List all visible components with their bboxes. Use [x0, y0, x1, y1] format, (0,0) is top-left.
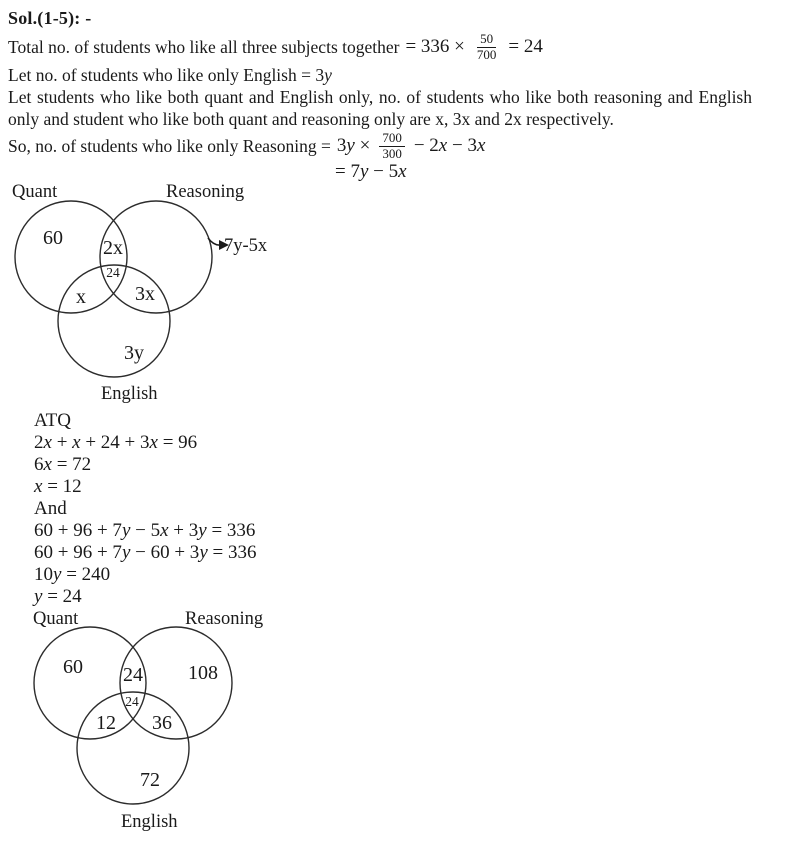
fraction-numerator: 700	[379, 131, 405, 147]
atq-heading: ATQ	[34, 410, 71, 431]
equation-text: So, no. of students who like only Reasoning =	[8, 135, 331, 156]
fraction-50-700	[474, 32, 500, 63]
venn1-reasoning-only-value: 7y-5x	[224, 236, 268, 256]
atq-equation: 2x + x + 24 + 3x = 96	[34, 432, 198, 453]
venn1-quant-label: Quant	[12, 182, 58, 202]
equation-math-post: − 2x − 3x	[413, 135, 486, 156]
atq-equation: 60 + 96 + 7y − 5x + 3y = 336	[34, 520, 256, 541]
equation-math-post: = 24	[508, 36, 543, 57]
equation-math-pre: 3y ×	[336, 135, 371, 156]
venn1-quant-english-value: x	[76, 286, 86, 308]
only-reasoning-equation	[8, 130, 782, 162]
assumption-paragraph: Let students who like both quant and English only, no. of students who like both reasoning and English only and student who like both quant and reasoning only are x, 3x and 2x respectively.	[8, 87, 752, 129]
only-english-line: Let no. of students who like only English = 3y	[8, 65, 332, 85]
venn1-reasoning-label: Reasoning	[166, 182, 245, 202]
venn1-quant-only-value: 60	[43, 227, 63, 249]
venn1-english-only-value: 3y	[124, 342, 144, 364]
fraction-denominator: 300	[382, 145, 402, 161]
atq-and-label: And	[34, 498, 67, 519]
solution-heading: Sol.(1-5): -	[8, 8, 92, 28]
equation-text: Total no. of students who like all three subjects together	[8, 36, 400, 57]
venn2-english-label: English	[121, 812, 178, 832]
atq-equation: 6x = 72	[34, 454, 92, 475]
venn2-quant-english-value: 12	[96, 712, 116, 734]
atq-equation: x = 12	[34, 476, 82, 497]
venn2-center-value: 24	[125, 694, 139, 709]
venn2-reasoning-label: Reasoning	[185, 609, 264, 629]
only-english-value: 3y	[315, 65, 332, 85]
total-students-equation	[8, 30, 782, 64]
equation-math-pre: = 336 ×	[405, 36, 465, 57]
atq-equation: y = 24	[34, 586, 82, 607]
venn-diagram-variables	[8, 182, 308, 410]
atq-equation: 10y = 240	[34, 564, 111, 585]
atq-block	[8, 410, 782, 608]
venn2-quant-reasoning-value: 24	[123, 664, 143, 686]
venn2-quant-only-value: 60	[63, 656, 83, 678]
fraction-700-300	[379, 131, 405, 162]
venn1-english-circle	[58, 265, 170, 377]
venn2-quant-label: Quant	[33, 609, 79, 629]
reasoning-result-equation: = 7y − 5x	[335, 161, 407, 182]
venn2-english-only-value: 72	[140, 769, 160, 791]
atq-equation: 60 + 96 + 7y − 60 + 3y = 336	[34, 542, 257, 563]
venn1-quant-reasoning-value: 2x	[103, 237, 123, 259]
fraction-denominator: 700	[476, 46, 497, 62]
venn1-english-label: English	[101, 384, 158, 404]
fraction-numerator: 50	[477, 32, 496, 48]
venn1-reasoning-english-value: 3x	[135, 283, 155, 305]
venn2-reasoning-english-value: 36	[152, 712, 172, 734]
venn-diagram-values	[26, 608, 306, 834]
venn2-reasoning-only-value: 108	[188, 662, 218, 684]
venn1-center-value: 24	[106, 265, 120, 280]
